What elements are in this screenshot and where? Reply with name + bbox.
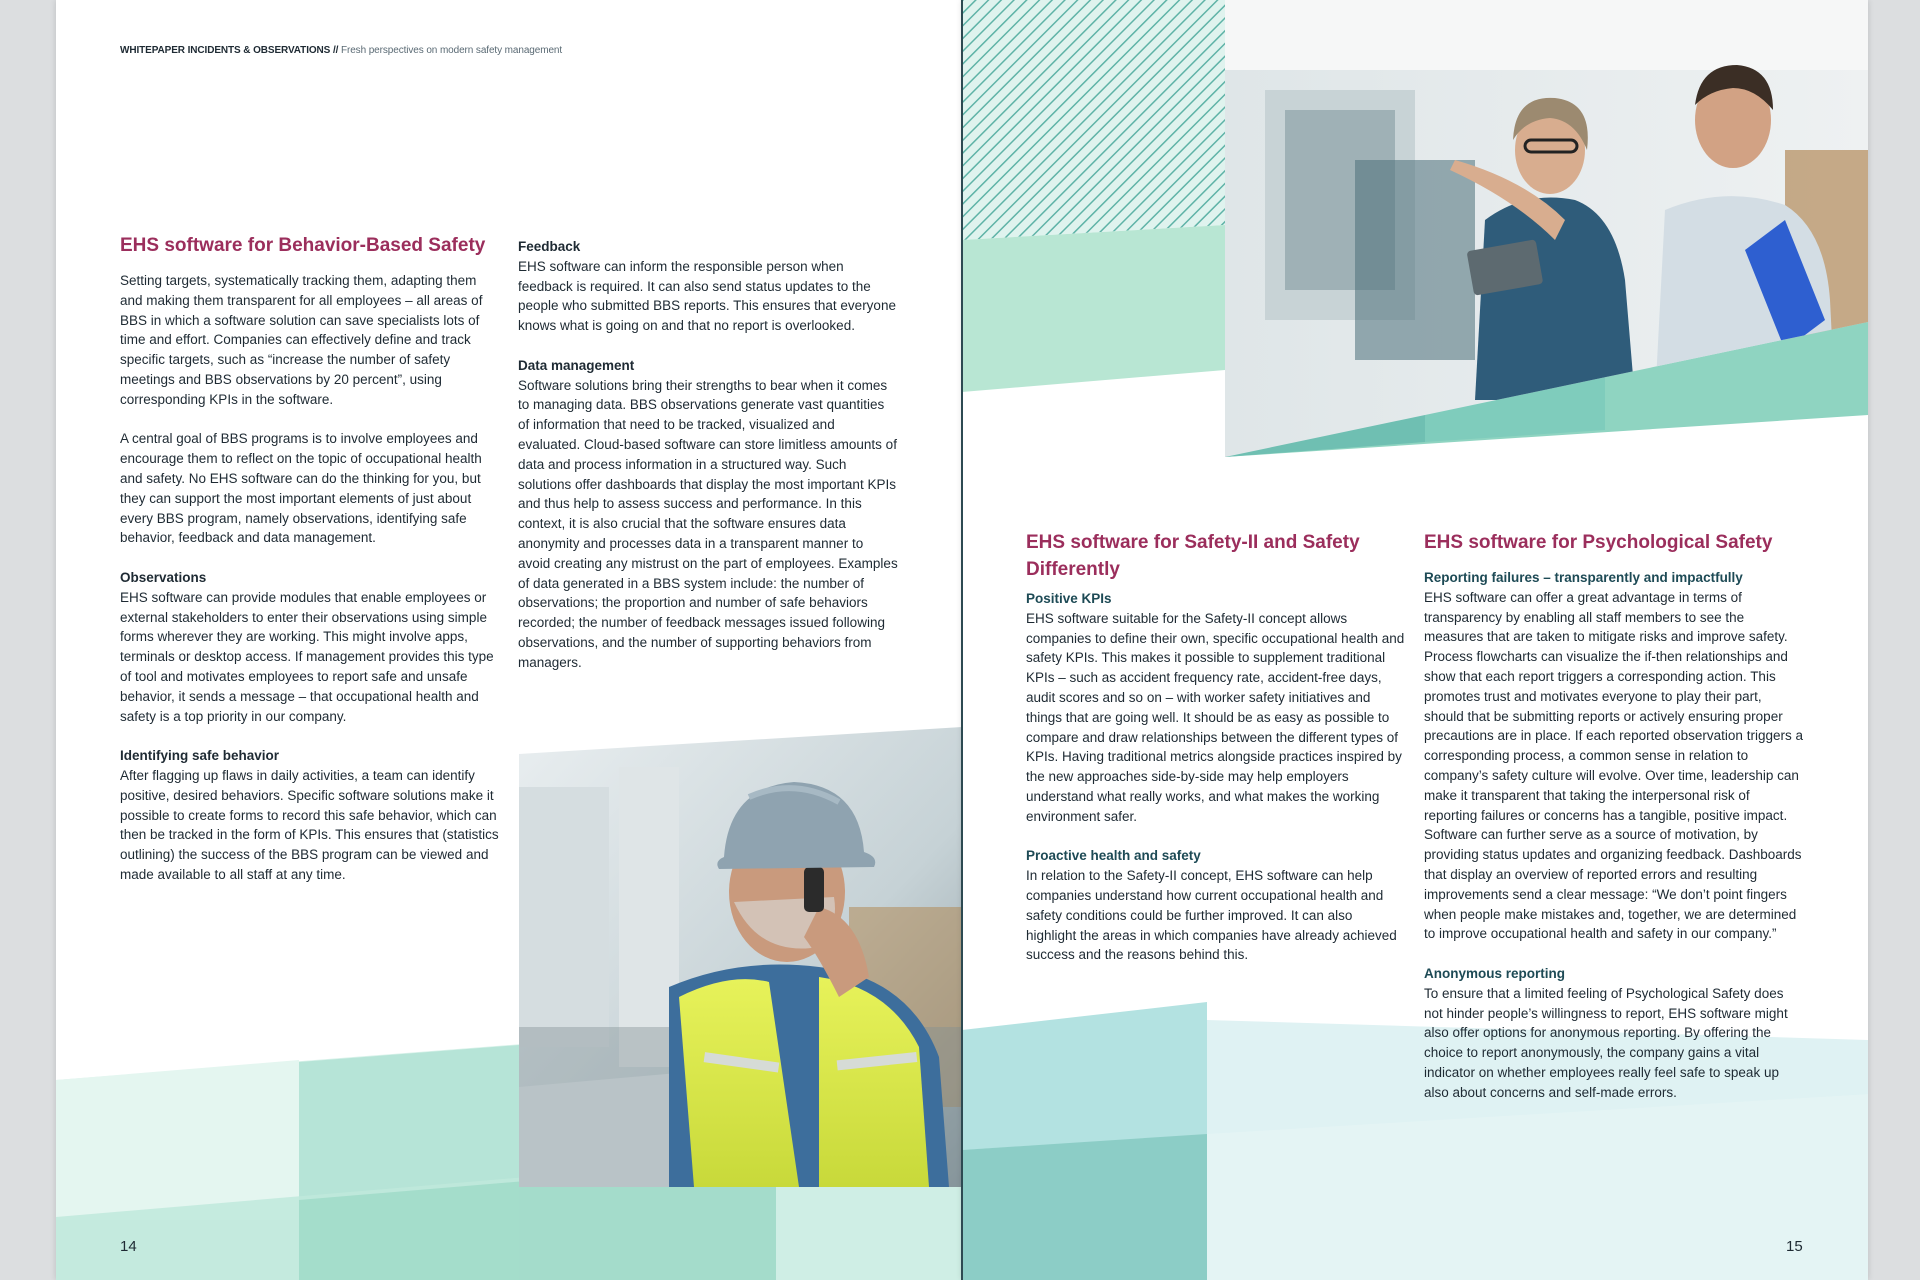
observations-text: EHS software can provide modules that enable employees or external stakeholders to enter their observations using simple forms wherever they are working. This might involve apps, terminals or desktop access. If management provides this type of tool and motivates employees to report safe and unsafe behavior, it sends a message – that occupational health and safety is a top priority in our company. <box>120 589 494 724</box>
running-head-brand: WHITEPAPER <box>120 45 185 56</box>
running-head-separator: // <box>332 45 339 56</box>
left-column-2 <box>518 237 898 673</box>
reporting-failures-heading: Reporting failures – transparently and impactfully <box>1424 570 1743 585</box>
feedback-text: EHS software can inform the responsible person when feedback is required. It can also send status updates to the people who submitted BBS reports. This ensures that everyone knows what is going on and that no report is overlooked. <box>518 258 896 334</box>
identifying-heading: Identifying safe behavior <box>120 748 280 764</box>
reporting-failures-text: EHS software can offer a great advantage in terms of transparency by enabling all staff members to see the measures that are taken to mitigate risks and improve safety. Process flowcharts can visualize the if-then relationships and show that each report triggers a corresponding action. This promotes trust and motivates everyone to play their part, should that be submitting reports or actively ensuring proper precautions are in place. If each reported observation triggers a corresponding process, a common sense in relation to company’s safety culture will evolve. Over time, leadership can make it transparent that taking the interpersonal risk of reporting failures or concerns has a tangible, positive impact. Software can further serve as a source of motivation, by providing status updates and organizing feedback. Dashboards that display an overview of reported errors and resulting improvements send a clear message: “We don’t point fingers when people make mistakes and, together, we are determined to improve occupational health and safety in our company.” <box>1424 589 1803 942</box>
section-heading-bbs: EHS software for Behavior-Based Safety <box>120 235 486 256</box>
proactive-text: In relation to the Safety-II concept, EHS software can help companies understand how current occupational health and safety conditions could be further improved. It can also highlight the areas in which companies have already achieved success and the reasons behind this. <box>1026 868 1397 963</box>
identifying-text: After flagging up flaws in daily activities, a team can identify positive, desired behaviors. Specific software solutions make it possible to create forms to record this safe behavior, which can then be tracked in the form of KPIs. This ensures that (statistics outlining) the success of the BBS program can be viewed and made available to all staff at any time. <box>120 767 499 882</box>
running-head-subtitle: Fresh perspectives on modern safety management <box>340 45 563 56</box>
left-column-1 <box>120 232 500 885</box>
section-heading-psychological-safety: EHS software for Psychological Safety <box>1424 532 1773 553</box>
anonymous-reporting-heading: Anonymous reporting <box>1424 965 1565 981</box>
bbs-paragraph-2: A central goal of BBS programs is to involve employees and encourage them to reflect on the topic of occupational health and safety. No EHS software can do the thinking for you, but they can support the most important elements of just about every BBS program, namely observations, identifying safe behavior, feedback and data management. <box>120 431 482 546</box>
left-page <box>56 0 962 1280</box>
right-column-2 <box>1424 529 1804 1103</box>
worker-on-phone-photo <box>519 727 962 1187</box>
book-spine <box>961 0 963 1280</box>
bbs-paragraph-1: Setting targets, systematically tracking them, adapting them and making them transparent for all employees – all areas of BBS in which a software solution can save specialists lots of time and effort. Companies can effectively define and track specific targets, such as “increase the number of safety meetings and BBS observations by 20 percent”, using corresponding KPIs in the software. <box>120 273 483 407</box>
anonymous-reporting-text: To ensure that a limited feeling of Psychological Safety does not hinder people’s willingness to report, EHS software might also offer options for anonymous reporting. By offering the choice to report anonymously, the company gains a vital indicator on whether employees really feel safe to speak up also about concerns and self-made errors. <box>1424 985 1788 1100</box>
positive-kpis-text: EHS software suitable for the Safety-II concept allows companies to define their own, specific occupational health and safety KPIs. This makes it possible to supplement traditional KPIs – such as accident frequency rate, accident-free days, audit scores and so on – with worker safety initiatives and things that are going well. It should be as easy as possible to compare and draw relationships between the different types of KPIs. Having traditional metrics alongside practices inspired by the new approaches side-by-side may help employers understand what really works, and what makes the working environment safer. <box>1026 610 1405 824</box>
data-management-text: Software solutions bring their strengths to bear when it comes to managing data. BBS observations generate vast quantities of information that need to be tracked, visualized and evaluated. Cloud-based software can store limitless amounts of data and process information in a structured way. Such solutions offer dashboards that display the most important KPIs and thus help to assess success and performance. In this context, it is also crucial that the software ensures data anonymity and processes data in a transparent manner to avoid creating any mistrust on the part of employees. Examples of data generated in a BBS system include: the number of observations; the proportion and number of safe behaviors recorded; the number of feedback messages issued following observations, and the number of supporting behaviors from managers. <box>518 377 898 670</box>
page-number-right: 15 <box>1786 1238 1803 1255</box>
right-page <box>962 0 1868 1280</box>
running-head <box>120 45 562 56</box>
right-column-1 <box>1026 529 1406 965</box>
observations-heading: Observations <box>120 569 207 585</box>
page-number-left: 14 <box>120 1238 137 1255</box>
feedback-heading: Feedback <box>518 239 581 254</box>
proactive-heading: Proactive health and safety <box>1026 848 1201 864</box>
positive-kpis-heading: Positive KPIs <box>1026 591 1112 606</box>
section-heading-safety-ii: EHS software for Safety-II and Safety Differently <box>1026 532 1360 580</box>
data-management-heading: Data management <box>518 357 635 373</box>
running-head-series: INCIDENTS & OBSERVATIONS <box>187 45 331 56</box>
